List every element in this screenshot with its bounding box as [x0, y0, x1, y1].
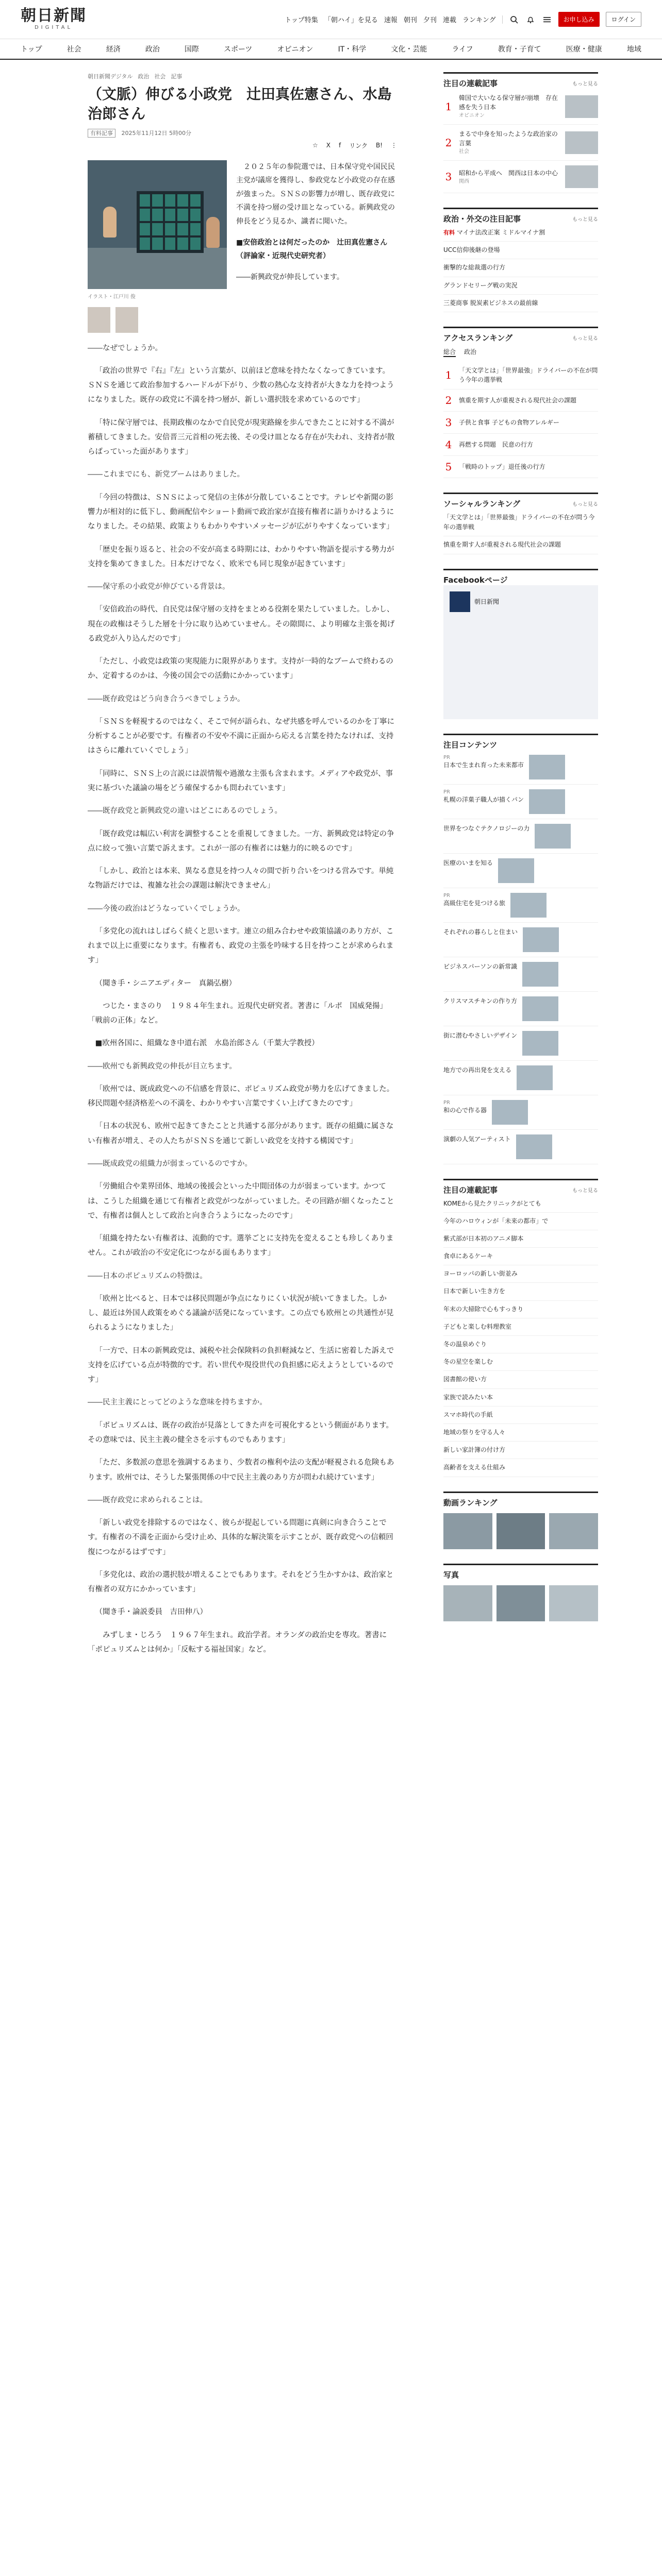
body-paragraph: 「ただし、小政党は政策の実現能力に限界があります。支持が一時的なブームで終わるのか、定着するのかは、今後の国会での活動にかかっています」 — [88, 657, 393, 681]
paywall-badge: 有料記事 — [88, 129, 115, 138]
serial-item[interactable]: スマホ時代の手紙 — [443, 1406, 598, 1424]
divider — [502, 15, 503, 24]
rank-thumbnail — [565, 95, 598, 118]
content-title: 演劇の人気アーティスト — [443, 1135, 511, 1143]
access-ranking — [443, 327, 598, 478]
photo-caption: イラスト・江戸川 俊 — [88, 294, 136, 300]
nav-item[interactable]: 国際 — [184, 45, 199, 54]
nav-item[interactable]: ライフ — [452, 45, 473, 54]
body-paragraph: 「欧州と比べると、日本では移民問題が争点になりにくい状況が続いてきました。しかし、最近は外国人政策をめぐる議論が活発になっています。この点でも欧州との共通性が見られるようになりました」 — [88, 1294, 394, 1332]
body-paragraph: （聞き手・論説委員 吉田伸八） — [95, 1608, 207, 1617]
content-item[interactable] — [443, 854, 598, 888]
share-facebook-icon[interactable]: f — [338, 142, 341, 149]
nav-item[interactable]: トップ — [21, 45, 42, 54]
rank-title: 韓国で大いなる保守層が崩壊 存在感を失う日本 — [459, 94, 558, 111]
body-paragraph: ■欧州各国に、組織なき中道右派 水島治郎さん（千葉大学教授） — [95, 1039, 319, 1048]
breadcrumb-item[interactable]: 政治 — [138, 73, 150, 80]
rank-text — [459, 93, 560, 120]
rank-text — [459, 168, 560, 185]
bookmark-icon[interactable]: ☆ — [312, 142, 318, 149]
rank-title: まるで中身を知ったような政治家の言葉 — [459, 130, 558, 147]
share-bar — [88, 141, 397, 150]
illustration-figure — [103, 207, 117, 238]
body-paragraph: 「同時に、ＳＮＳ上の言説には誤情報や過激な主張も含まれます。メディアや政党が、事実に基づいた議論の場をどう確保するかも問われています」 — [88, 769, 393, 792]
section-title: Facebookページ — [443, 575, 508, 585]
content-item[interactable] — [443, 888, 598, 923]
content-item[interactable] — [443, 1061, 598, 1095]
share-link-icon[interactable]: リンク — [349, 142, 368, 149]
video-thumbnail[interactable] — [496, 1513, 545, 1549]
header-link[interactable]: 朝刊 — [403, 16, 417, 24]
nav-item[interactable]: 政治 — [145, 45, 160, 54]
serial-ranking — [443, 72, 598, 193]
content-thumbnail — [522, 1031, 558, 1056]
content-thumbnail — [522, 962, 558, 987]
serial-item[interactable]: 図書館の使い方 — [443, 1371, 598, 1388]
nav-item[interactable]: IT・科学 — [338, 45, 367, 54]
content-item[interactable] — [443, 750, 598, 785]
login-button[interactable]: ログイン — [606, 12, 641, 27]
serial-item[interactable]: 日本で新しい生き方を — [443, 1283, 598, 1300]
pick-item[interactable] — [443, 224, 598, 242]
breadcrumb-item[interactable]: 社会 — [154, 73, 166, 80]
section-title: 注目コンテンツ — [443, 740, 498, 750]
sidebar — [443, 72, 598, 2576]
more-icon[interactable]: ⋮ — [391, 142, 397, 149]
body-paragraph: 「安倍政治の時代、自民党は保守層の支持をまとめる役割を果たしていました。しかし、現在の政権はそうした層を十分に取り込めていません。その隙間に、より明確な主張を掲げる政党が入り込んだのです」 — [88, 605, 395, 643]
breadcrumb-item: 記事 — [171, 73, 183, 80]
body-paragraph: 「特に保守層では、長期政権のなかで自民党が現実路線を歩んできたことに対する不満が蓄積してきました。安倍晋三元首相の死去後、その受け皿となる存在が失われ、支持者が散らばっていった面があります」 — [88, 418, 395, 456]
content-title: 日本で生まれ育った未来都市 — [443, 761, 524, 769]
pick-title: 衝撃的な総裁選の行方 — [443, 264, 506, 272]
serial-item[interactable]: 年末の大掃除で心もすっきり — [443, 1301, 598, 1318]
header-link[interactable]: ランキング — [462, 16, 496, 24]
serial-item[interactable]: 冬の温泉めぐり — [443, 1336, 598, 1353]
content-title: 札幌の洋菓子職人が描くパン — [443, 795, 524, 803]
body-paragraph: ――今後の政治はどうなっていくでしょうか。 — [88, 904, 245, 913]
content-thumbnail — [517, 1065, 553, 1090]
social-item[interactable]: 慎重を期す人が重視される現代社会の課題 — [443, 536, 598, 554]
body-paragraph: 「多党化の流れはしばらく続くと思います。連立の組み合わせや政策協議のあり方が、これまで以上に重要になります。有権者も、政党の主張を吟味する目を持つことが求められます」 — [88, 927, 394, 965]
content-title: 世界をつなぐテクノロジーの力 — [443, 824, 530, 832]
content-thumbnail — [535, 824, 571, 849]
body-paragraph: 「多党化は、政治の選択肢が増えることでもあります。それをどう生かすかは、政治家と有権者の双方にかかっています」 — [88, 1570, 394, 1594]
access-item[interactable] — [443, 412, 598, 434]
body-paragraph: 「政治の世界で『右』『左』という言葉が、以前ほど意味を持たなくなってきています。ＳＮＳを通じて政治参加するハードルが下がり、少数の熱心な支持者が大きな力を持つようになりました。既存の政党に不満を持つ層が、新しい選択肢を求めているのです」 — [88, 366, 394, 404]
content-title: クリスマスチキンの作り方 — [443, 997, 518, 1005]
pick-title: マイナ法改正案 ミドルマイナ割 — [456, 229, 545, 236]
more-link[interactable]: もっと見る — [572, 81, 598, 87]
tab-total[interactable]: 総合 — [443, 347, 456, 357]
rank-tag: 関西 — [459, 178, 469, 184]
body-paragraph: ――既存政党と新興政党の違いはどこにあるのでしょう。 — [88, 807, 282, 816]
nav-item[interactable]: オピニオン — [277, 45, 313, 54]
rank-number: 1 — [445, 100, 452, 113]
rank-number: 4 — [445, 438, 452, 451]
facebook-page-name[interactable]: 朝日新聞 — [474, 598, 500, 605]
tab-politics[interactable]: 政治 — [464, 348, 477, 355]
nav-item[interactable]: 経済 — [106, 45, 121, 54]
content-text — [443, 996, 517, 1021]
rank-number: 2 — [445, 136, 452, 149]
body-paragraph: 「ＳＮＳを軽視するのではなく、そこで何が語られ、なぜ共感を呼んでいるのかを丁寧に分析することが必要です。有権者の不安や不満に正面から応える言葉を持たなければ、支持はさらに離れていくでしょう」 — [88, 717, 395, 755]
content-title: 医療のいまを知る — [443, 859, 493, 867]
content-item[interactable] — [443, 1026, 598, 1061]
top-header — [0, 0, 662, 39]
serial-item[interactable]: 家族で読みたい本 — [443, 1389, 598, 1406]
more-link[interactable]: もっと見る — [572, 335, 598, 342]
paywall-badge: 有料 — [443, 229, 457, 236]
photo-thumbnail[interactable] — [496, 1585, 545, 1621]
content-thumbnail — [510, 893, 547, 918]
rank-number: 5 — [445, 460, 452, 473]
body-paragraph: 「欧州では、既成政党への不信感を背景に、ポピュリズム政党が勢力を広げてきました。移民問題や経済格差への不満を、わかりやすい言葉ですくい上げてきたのです」 — [88, 1084, 394, 1108]
illustration-desk — [88, 248, 227, 289]
body-paragraph: ――既成政党の組織力が弱まっているのですか。 — [88, 1160, 252, 1168]
picks-section — [443, 208, 598, 312]
body-paragraph: ――なぜでしょうか。 — [88, 344, 162, 352]
body-paragraph: 「労働組合や業界団体、地域の後援会といった中間団体の力が弱まっています。かつては、こうした組織を通じて有権者と政党がつながっていました。その回路が細くなったことで、有権者は個人として政治と向き合うようになったのです」 — [88, 1182, 394, 1220]
breadcrumb-item[interactable]: 朝日新聞デジタル — [88, 73, 133, 80]
content-text — [443, 962, 517, 987]
rank-title: 「天文学とは」「世界最強」ドライバーの不在が問う今年の選挙戦 — [459, 366, 598, 383]
serial-item[interactable]: 食卓にあるケーキ — [443, 1248, 598, 1265]
menu-icon[interactable] — [542, 14, 552, 25]
body-paragraph: ――民主主義にとってどのような意味を持ちますか。 — [88, 1398, 267, 1407]
lead-text: ２０２５年の参院選では、日本保守党や国民民主党が議席を獲得し、参政党など小政党の存在感が強まった。ＳＮＳの影響力が増し、既存政党に不満を持つ層の受け皿となっている。新興政党の伸長をどう見るか、識者に聞いた。 ■安倍政治とは何だったのか 辻田真佐憲さん（評論家・近現代史研究者） ――新興政党が伸長しています。 — [236, 162, 395, 281]
illustration-figure — [206, 217, 220, 248]
content-thumbnail — [523, 927, 559, 952]
body-paragraph: 「ポピュリズムは、既存の政治が見落としてきた声を可視化するという側面があります。その意味では、民主主義の健全さを示すものでもあります」 — [88, 1421, 394, 1444]
content-item[interactable] — [443, 1130, 598, 1164]
section-title: 注目の連載記事 — [443, 79, 498, 88]
bell-icon[interactable] — [525, 14, 536, 25]
pick-item[interactable] — [443, 259, 598, 277]
photo-thumbnail[interactable] — [549, 1585, 598, 1621]
interviewees — [88, 307, 227, 333]
body-paragraph: ――欧州でも新興政党の伸長が目立ちます。 — [88, 1062, 237, 1071]
nav-item[interactable]: スポーツ — [223, 45, 253, 54]
body-paragraph: 「しかし、政治とは本来、異なる意見を持つ人々の間で折り合いをつける営みです。単純な物語だけでは、複雑な社会の課題は解決できません」 — [88, 867, 394, 890]
rank-thumbnail — [565, 131, 598, 154]
header-link[interactable]: トップ特集 — [285, 16, 318, 24]
content-text — [443, 1031, 517, 1056]
body-paragraph: ――日本のポピュリズムの特徴は。 — [88, 1272, 207, 1280]
body-paragraph: （聞き手・シニアエディター 真鍋弘樹） — [95, 979, 237, 988]
content-item[interactable] — [443, 923, 598, 957]
rank-title: 再燃する問題 民意の行方 — [459, 440, 534, 448]
content-thumbnail — [522, 996, 558, 1021]
rank-title: 昭和から平成へ 関西は日本の中心 — [459, 169, 558, 177]
body-paragraph: ――保守系の小政党が伸びている背景は。 — [88, 583, 230, 591]
rank-number: 2 — [445, 394, 452, 406]
breadcrumb — [88, 72, 397, 80]
article-date: 2025年11月12日 5時00分 — [121, 129, 191, 137]
content-section — [443, 734, 598, 1164]
pick-item[interactable] — [443, 277, 598, 295]
serial-item[interactable]: 新しい家計簿の付け方 — [443, 1442, 598, 1459]
global-nav — [0, 39, 662, 60]
section-title: 動画ランキング — [443, 1498, 498, 1507]
pr-label: PR — [443, 789, 450, 795]
content-text — [443, 755, 524, 779]
article-body — [88, 341, 397, 1657]
content-text — [443, 1100, 487, 1125]
body-paragraph: 「組織を持たない有権者は、流動的です。選挙ごとに支持先を変えることも珍しくありません。これが政治の不安定化につながる面もあります」 — [88, 1234, 394, 1258]
header-link[interactable]: 夕刊 — [423, 16, 437, 24]
section-title: ソーシャルランキング — [443, 499, 520, 509]
content-text — [443, 1134, 511, 1159]
body-paragraph: 「今回の特徴は、ＳＮＳによって発信の主体が分散していることです。テレビや新聞の影響力が相対的に低下し、動画配信やショート動画で政治家が直接有権者に語りかけるようになりました。その結果、政策よりもわかりやすいメッセージが広がりやすくなっています」 — [88, 493, 394, 531]
nav-item[interactable]: 医療・健康 — [566, 45, 602, 54]
content-thumbnail — [492, 1100, 528, 1125]
content-item[interactable] — [443, 785, 598, 819]
body-paragraph: 「日本の状況も、欧州で起きてきたことと共通する部分があります。既存の組織に属さない有権者が増え、その人たちがＳＮＳを通じて新しい政党を支持する構図です」 — [88, 1122, 394, 1145]
body-paragraph: 「歴史を振り返ると、社会の不安が高まる時期には、わかりやすい物語を提示する勢力が支持を集めてきました。日本だけでなく、欧米でも同じ現象が起きています」 — [88, 545, 394, 568]
content-text — [443, 1065, 511, 1090]
share-x-icon[interactable]: X — [326, 142, 330, 149]
serial-item[interactable]: 紫式部が日本初のアニメ脚本 — [443, 1230, 598, 1248]
photo-section — [443, 1564, 598, 1621]
header-links — [285, 12, 641, 27]
ranking-item[interactable] — [443, 161, 598, 193]
content-title: ビジネスパーソンの新常識 — [443, 962, 518, 970]
rank-tag: オピニオン — [459, 113, 485, 118]
serial-item[interactable]: KOMEから見たクリニックがとても — [443, 1195, 598, 1213]
access-item[interactable] — [443, 389, 598, 412]
content-item[interactable] — [443, 819, 598, 854]
section-title: 写真 — [443, 1570, 459, 1580]
serial-list — [443, 1179, 598, 1477]
video-ranking — [443, 1492, 598, 1549]
more-link[interactable]: もっと見る — [572, 1188, 598, 1194]
pr-label: PR — [443, 754, 450, 760]
pr-label: PR — [443, 1099, 450, 1106]
content-text — [443, 893, 505, 918]
content-title: 高級住宅を見つける旅 — [443, 899, 506, 907]
pick-item[interactable] — [443, 295, 598, 312]
access-item[interactable] — [443, 434, 598, 456]
body-paragraph: 「一方で、日本の新興政党は、減税や社会保険料の負担軽減など、生活に密着した訴えで支持を広げている点が特徴的です。若い世代や現役世代の負担感に応えようとしているのです」 — [88, 1346, 394, 1384]
rank-tag: 社会 — [459, 149, 469, 155]
serial-item[interactable]: 地域の祭りを守る人々 — [443, 1424, 598, 1442]
article-title: （文脈）伸びる小政党 辻田真佐憲さん、水島治郎さん — [88, 86, 392, 122]
content-thumbnail — [529, 755, 565, 779]
nav-item[interactable]: 地域 — [626, 45, 641, 54]
body-paragraph: 「既存政党は幅広い利害を調整することを重視してきました。一方、新興政党は特定の争点に絞って強い言葉で訴えます。これが一部の有権者には魅力的に映るのです」 — [88, 829, 394, 853]
body-paragraph: つじた・まさのり １９８４年生まれ。近現代史研究者。著書に「ルポ 国威発揚」「戦前の正体」など。 — [88, 1002, 387, 1025]
rank-number: 3 — [445, 416, 452, 429]
facebook-logo — [450, 591, 470, 612]
pick-title: UCC信仰後継の登場 — [443, 246, 500, 254]
rank-number: 1 — [445, 368, 452, 381]
article-illustration[interactable] — [88, 160, 227, 289]
content-title: 地方での再出発を支える — [443, 1066, 512, 1074]
section-title: 注目の連載記事 — [443, 1185, 498, 1195]
more-link[interactable]: もっと見る — [572, 501, 598, 507]
serial-item[interactable]: 子どもと楽しむ料理教室 — [443, 1318, 598, 1336]
body-paragraph: 「ただ、多数派の意思を強調するあまり、少数者の権利や法の支配が軽視される危険もあります。欧州では、そうした緊張関係の中で民主主義のあり方が問われ続けています」 — [88, 1459, 394, 1482]
article-column — [88, 72, 397, 2576]
video-thumbnail[interactable] — [443, 1513, 492, 1549]
rank-title: 子供と食事 子どもの食物アレルギー — [459, 418, 560, 426]
header-link[interactable]: 連載 — [442, 16, 456, 24]
rank-thumbnail — [565, 165, 598, 188]
article-lead — [88, 160, 397, 333]
content-title: 街に潜むやさしいデザイン — [443, 1031, 518, 1039]
body-paragraph: ――これまでにも、新党ブームはありました。 — [88, 470, 245, 479]
ranking-item[interactable] — [443, 125, 598, 161]
more-link[interactable]: もっと見る — [572, 217, 598, 223]
content-thumbnail — [498, 858, 534, 883]
pr-label: PR — [443, 892, 450, 899]
avatar — [88, 307, 110, 333]
body-paragraph: ――既存政党はどう向き合うべきでしょうか。 — [88, 694, 245, 703]
content-text — [443, 858, 493, 883]
social-ranking — [443, 493, 598, 554]
nav-item[interactable]: 社会 — [67, 45, 81, 54]
subscribe-button[interactable]: お申し込み — [558, 12, 600, 27]
content-text — [443, 824, 529, 849]
pick-title: 三菱商事 脱炭素ビジネスの最前線 — [443, 299, 538, 307]
share-hatena-icon[interactable]: B! — [375, 142, 383, 149]
content-title: それぞれの暮らしと住まい — [443, 928, 518, 936]
content-item[interactable] — [443, 992, 598, 1026]
section-title: 政治・外交の注目記事 — [443, 214, 521, 224]
section-title: アクセスランキング — [443, 333, 513, 343]
pick-title: グランドセリーグ戦の実況 — [443, 281, 518, 289]
nav-item[interactable]: 文化・芸能 — [391, 45, 427, 54]
ranking-item[interactable] — [443, 89, 598, 125]
rank-number: 3 — [445, 171, 452, 183]
access-tabs — [443, 347, 598, 357]
serial-item[interactable]: 今年のハロウィンが「未来の都市」で — [443, 1213, 598, 1230]
header-link[interactable]: 「朝ハイ」を見る — [324, 16, 378, 24]
body-paragraph: 「新しい政党を排除するのではなく、彼らが提起している問題に真剣に向き合うことです。有権者の不満を正面から受け止め、具体的な解決策を示すことが、既存政党への信頼回復につながるはずです」 — [88, 1519, 393, 1556]
avatar — [115, 307, 138, 333]
pick-item[interactable] — [443, 242, 598, 259]
photo-thumbnail[interactable] — [443, 1585, 492, 1621]
body-paragraph: みずしま・じろう １９６７年生まれ。政治学者。オランダの政治史を専攻。著書に「ポピュリズムとは何か」「反転する福祉国家」など。 — [88, 1631, 387, 1654]
site-logo[interactable]: 朝日新聞 DIGITAL — [21, 7, 87, 30]
illustration-ballot-box — [137, 191, 204, 253]
facebook-widget[interactable] — [443, 585, 598, 719]
content-title: 和の心で作る器 — [443, 1106, 487, 1114]
access-item[interactable] — [443, 456, 598, 478]
content-item[interactable] — [443, 1095, 598, 1130]
serial-item[interactable]: ヨーロッパの新しい街並み — [443, 1265, 598, 1283]
body-paragraph: ――既存政党に求められることは。 — [88, 1496, 207, 1504]
article-meta — [88, 129, 397, 137]
content-item[interactable] — [443, 957, 598, 992]
serial-item[interactable]: 冬の星空を楽しむ — [443, 1353, 598, 1371]
content-thumbnail — [529, 789, 565, 814]
rank-title: 「戦時のトップ」退任後の行方 — [459, 463, 545, 470]
search-icon[interactable] — [509, 14, 519, 25]
video-thumbnail[interactable] — [549, 1513, 598, 1549]
access-item[interactable] — [443, 361, 598, 389]
social-item[interactable]: 「天文学とは」「世界最強」ドライバーの不在が問う今年の選挙戦 — [443, 509, 598, 536]
content-text — [443, 927, 518, 952]
nav-item[interactable]: 教育・子育て — [498, 45, 541, 54]
rank-text — [459, 129, 560, 156]
facebook-section — [443, 569, 598, 719]
content-text — [443, 789, 524, 814]
serial-item[interactable]: 高齢者を支える仕組み — [443, 1459, 598, 1477]
rank-title: 慎重を期す人が重視される現代社会の課題 — [459, 396, 577, 404]
content-thumbnail — [516, 1134, 552, 1159]
header-link[interactable]: 速報 — [384, 16, 398, 24]
